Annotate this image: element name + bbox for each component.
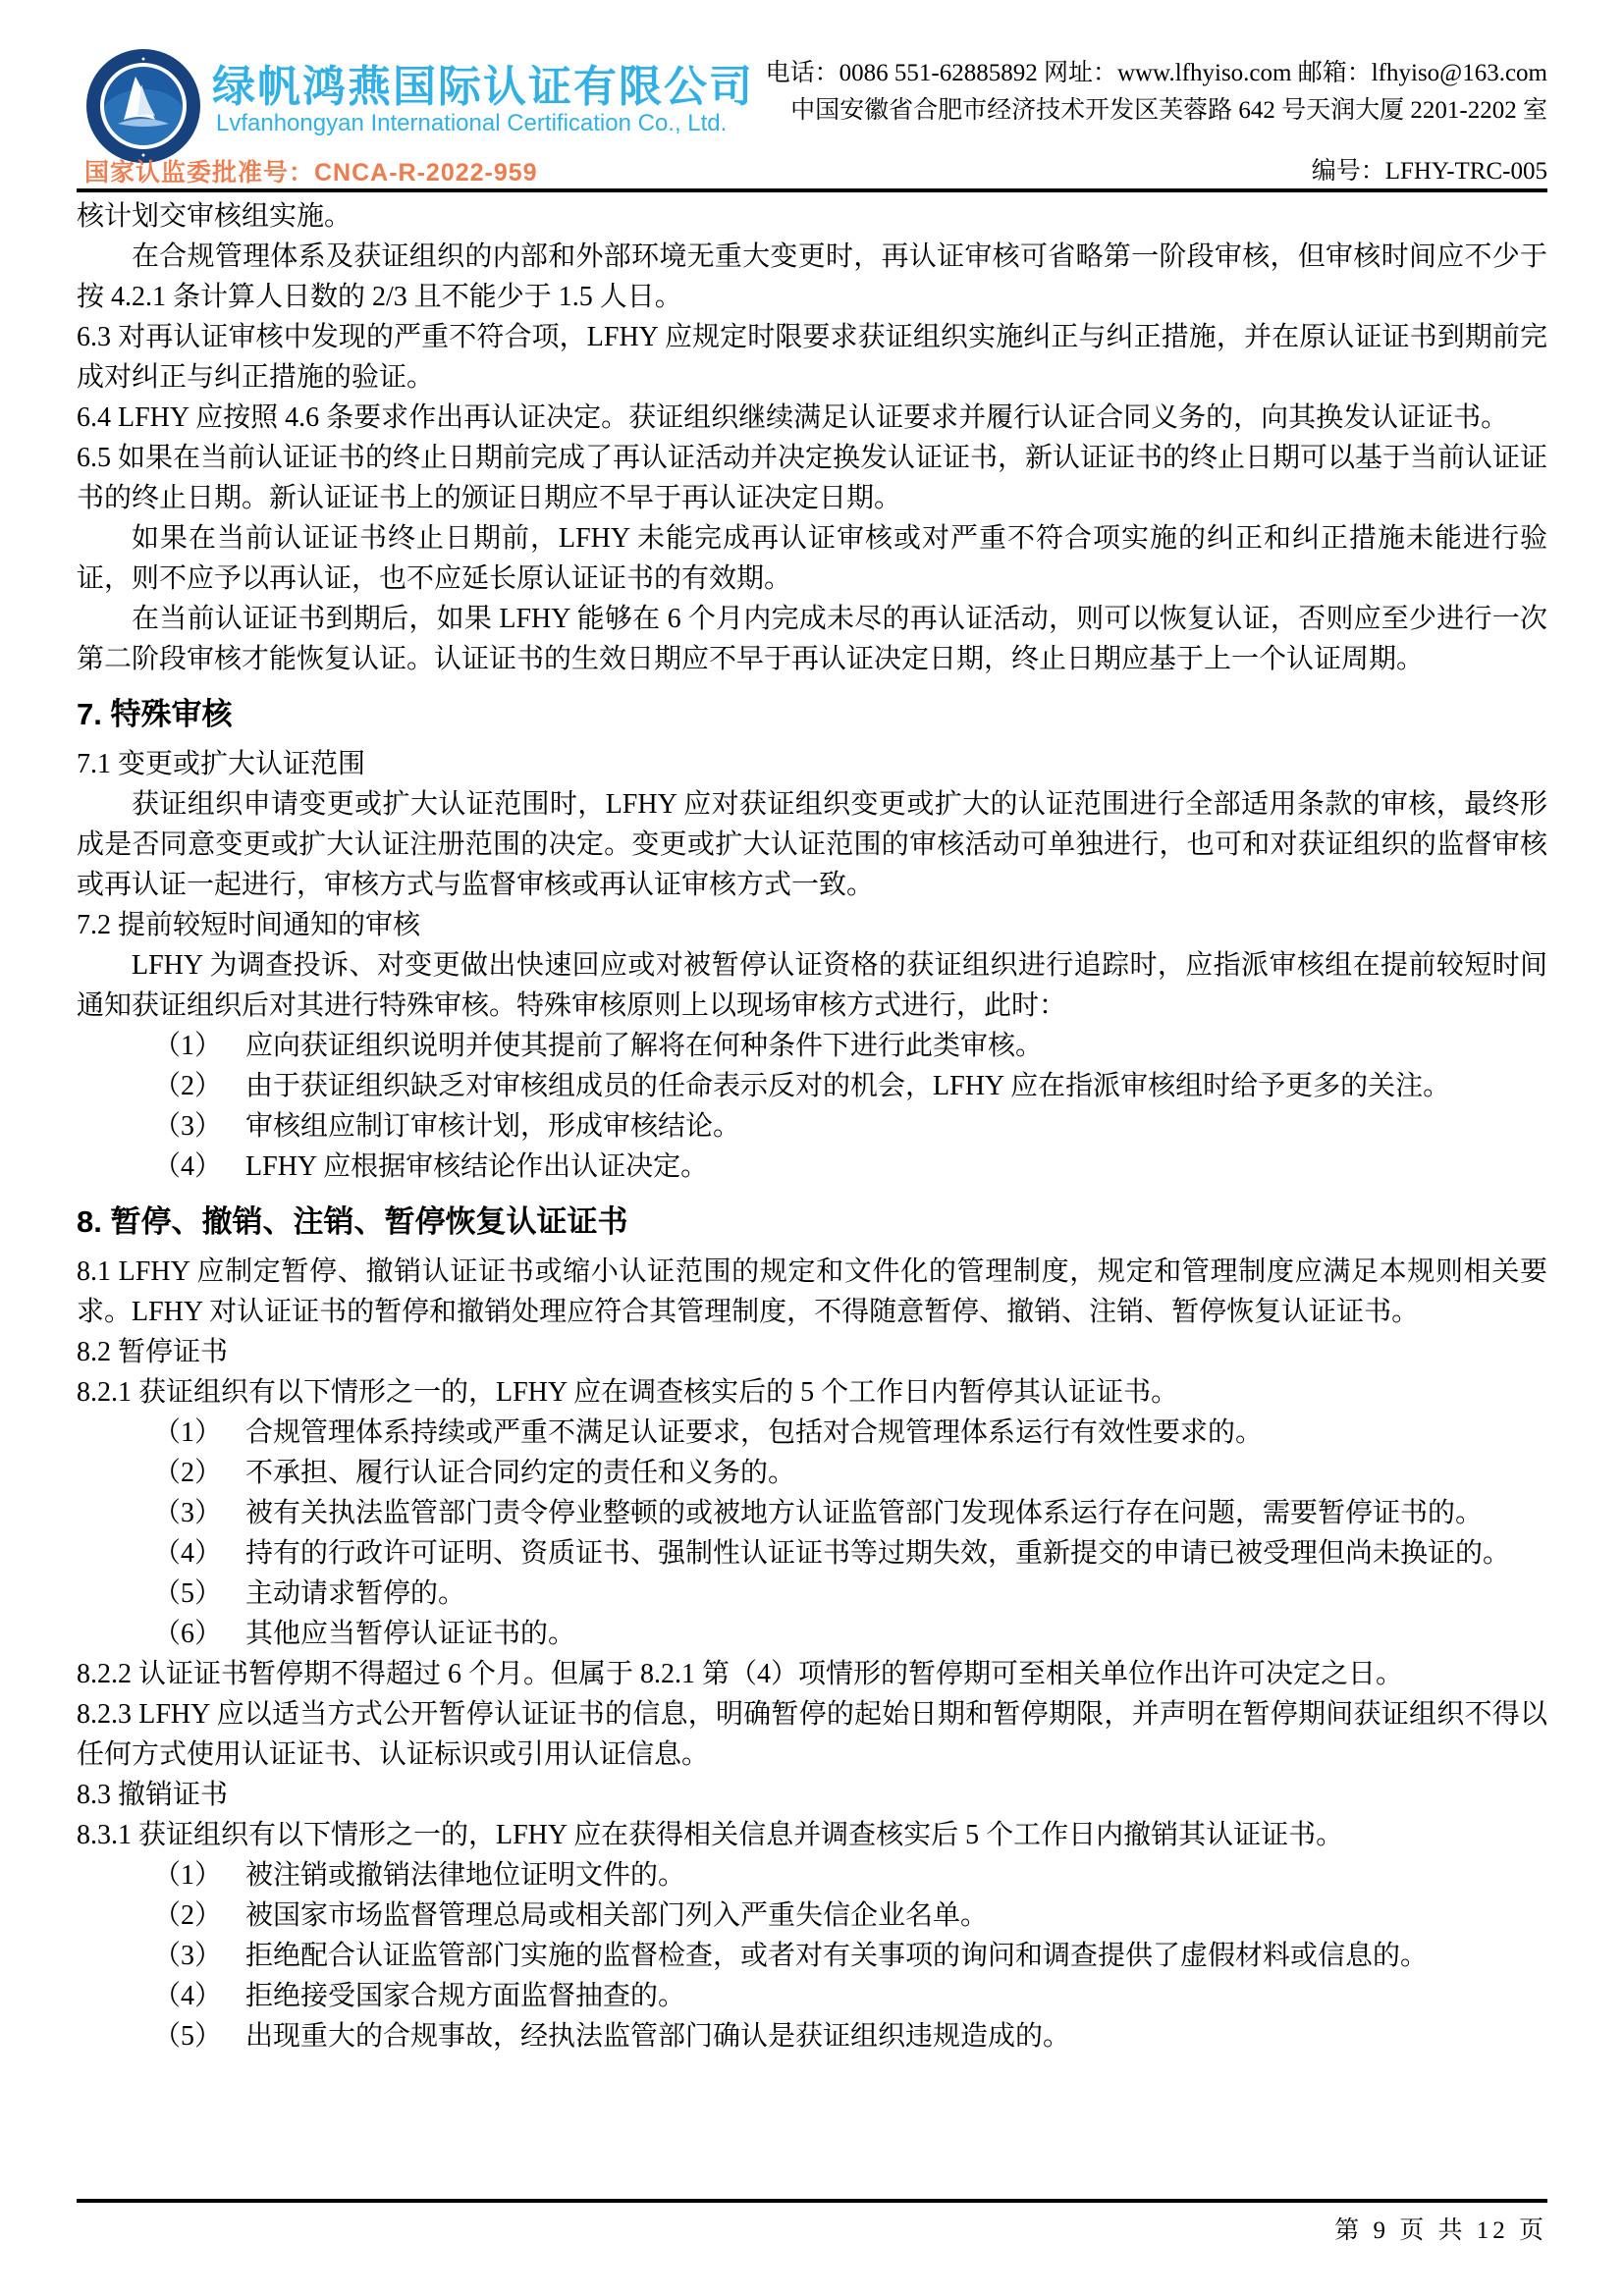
section-heading: 7. 特殊审核 bbox=[77, 697, 233, 731]
document-body bbox=[77, 196, 1547, 2056]
list-item-text: 被注销或撤销法律地位证明文件的。 bbox=[245, 1860, 686, 1891]
list-item-text: 合规管理体系持续或严重不满足认证要求，包括对合规管理体系运行有效性要求的。 bbox=[245, 1417, 1264, 1448]
list-item bbox=[77, 1106, 1547, 1147]
list-item bbox=[77, 1026, 1547, 1066]
list-item-number: （5） bbox=[153, 1578, 223, 1609]
paragraph: 6.5 如果在当前认证证书的终止日期前完成了再认证活动并决定换发认证证书，新认证证书的终止日期可以基于当前认证证书的终止日期。新认证证书上的颁证日期应不早于再认证决定日期。 bbox=[77, 443, 1548, 513]
paragraph: 8.2.2 认证证书暂停期不得超过 6 个月。但属于 8.2.1 第（4）项情形的暂停期可至相关单位作出许可决定之日。 bbox=[77, 1659, 1404, 1689]
list-item-text: 出现重大的合规事故，经执法监管部门确认是获证组织违规造成的。 bbox=[245, 2021, 1071, 2052]
paragraph: 7.2 提前较短时间通知的审核 bbox=[77, 910, 421, 940]
paragraph: 获证组织申请变更或扩大认证范围时，LFHY 应对获证组织变更或扩大的认证范围进行全部适用条款的审核，最终形成是否同意变更或扩大认证注册范围的决定。变更或扩大认证范围的审核活动可单独进行，也可和对获证组织的监督审核或再认证一起进行，审核方式与监督审核或再认证审核方式一致。 bbox=[77, 789, 1547, 900]
list-item-text: 持有的行政许可证明、资质证书、强制性认证证书等过期失效，重新提交的申请已被受理但尚未换证的。 bbox=[245, 1538, 1511, 1569]
list-item-text: LFHY 应根据审核结论作出认证决定。 bbox=[245, 1151, 709, 1182]
list-item-text: 由于获证组织缺乏对审核组成员的任命表示反对的机会，LFHY 应在指派审核组时给予更多的关注。 bbox=[245, 1071, 1451, 1101]
paragraph: 在当前认证证书到期后，如果 LFHY 能够在 6 个月内完成未尽的再认证活动，则可以恢复认证，否则应至少进行一次第二阶段审核才能恢复认证。认证证书的生效日期应不早于再认证决定日期，终止日期应基于上一个认证周期。 bbox=[77, 604, 1547, 674]
footer-divider bbox=[77, 2199, 1547, 2203]
approval-number: 国家认监委批准号：CNCA-R-2022-959 bbox=[84, 159, 538, 187]
list-item-number: （2） bbox=[153, 1900, 223, 1931]
list-item bbox=[77, 1614, 1547, 1654]
paragraph: 8.2.1 获证组织有以下情形之一的，LFHY 应在调查核实后的 5 个工作日内暂停其认证证书。 bbox=[77, 1377, 1179, 1408]
list-item-number: （1） bbox=[153, 1417, 223, 1448]
list-item bbox=[77, 1453, 1547, 1493]
list-item-number: （1） bbox=[153, 1031, 223, 1061]
list-item-number: （3） bbox=[153, 1941, 223, 1971]
list-item-number: （2） bbox=[153, 1458, 223, 1488]
list-item-number: （1） bbox=[153, 1860, 223, 1891]
svg-text:●: ● bbox=[140, 56, 146, 63]
header-contact-block bbox=[766, 55, 1547, 190]
paragraph: 8.1 LFHY 应制定暂停、撤销认证证书或缩小认证范围的规定和文件化的管理制度，规定和管理制度应满足本规则相关要求。LFHY 对认证证书的暂停和撤销处理应符合其管理制度，不得随意暂停、撤销、注销、暂停恢复认证证书。 bbox=[77, 1256, 1547, 1327]
list-item-number: （4） bbox=[153, 1538, 223, 1569]
list-item-text: 拒绝接受国家合规方面监督抽查的。 bbox=[245, 1981, 686, 2011]
document-number: 编号：LFHY-TRC-005 bbox=[1311, 158, 1547, 185]
list-item-text: 被国家市场监督管理总局或相关部门列入严重失信企业名单。 bbox=[245, 1900, 989, 1931]
list-item-number: （5） bbox=[153, 2021, 223, 2052]
list-item-text: 其他应当暂停认证证书的。 bbox=[245, 1619, 576, 1649]
list-item-number: （6） bbox=[153, 1619, 223, 1649]
paragraph: 8.3 撤销证书 bbox=[77, 1780, 229, 1810]
list-item-number: （2） bbox=[153, 1071, 223, 1101]
list-item bbox=[77, 1574, 1547, 1614]
list-item bbox=[77, 1413, 1547, 1453]
paragraph: 如果在当前认证证书终止日期前，LFHY 未能完成再认证审核或对严重不符合项实施的纠正和纠正措施未能进行验证，则不应予以再认证，也不应延长原认证证书的有效期。 bbox=[77, 523, 1547, 594]
list-item-text: 审核组应制订审核计划，形成审核结论。 bbox=[245, 1111, 741, 1142]
list-item-text: 主动请求暂停的。 bbox=[245, 1578, 466, 1609]
paragraph: 核计划交审核组实施。 bbox=[77, 201, 352, 232]
list-item-text: 拒绝配合认证监管部门实施的监督检查，或者对有关事项的询问和调查提供了虚假材料或信息的。 bbox=[245, 1941, 1429, 1971]
list-item bbox=[77, 1896, 1547, 1936]
company-name-en: Lvfanhongyan International Certification Co., Ltd. bbox=[216, 110, 728, 136]
paragraph: 7.1 变更或扩大认证范围 bbox=[77, 749, 366, 779]
list-item bbox=[77, 1976, 1547, 2016]
company-logo-sailboat-badge-icon bbox=[84, 47, 202, 165]
list-item-number: （3） bbox=[153, 1111, 223, 1142]
paragraph: 在合规管理体系及获证组织的内部和外部环境无重大变更时，再认证审核可省略第一阶段审核，但审核时间应不少于按 4.2.1 条计算人日数的 2/3 且不能少于 1.5 人日。 bbox=[77, 241, 1547, 312]
list-item bbox=[77, 1855, 1547, 1896]
page-number: 第 9 页 共 12 页 bbox=[1334, 2217, 1547, 2244]
list-item-text: 应向获证组织说明并使其提前了解将在何种条件下进行此类审核。 bbox=[245, 1031, 1044, 1061]
company-name-cn: 绿帆鸿燕国际认证有限公司 bbox=[212, 63, 754, 111]
paragraph: 6.3 对再认证审核中发现的严重不符合项，LFHY 应规定时限要求获证组织实施纠正与纠正措施，并在原认证证书到期前完成对纠正与纠正措施的验证。 bbox=[77, 322, 1547, 393]
list-item bbox=[77, 2016, 1547, 2056]
paragraph: LFHY 为调查投诉、对变更做出快速回应或对被暂停认证资格的获证组织进行追踪时，应指派审核组在提前较短时间通知获证组织后对其进行特殊审核。特殊审核原则上以现场审核方式进行，此时： bbox=[77, 950, 1547, 1021]
svg-text:●: ● bbox=[140, 152, 146, 159]
list-item bbox=[77, 1936, 1547, 1976]
contact-line-phone-web-email: 电话：0086 551-62885892 网址：www.lfhyiso.com 邮箱：lfhyiso@163.com bbox=[765, 60, 1547, 86]
list-item bbox=[77, 1147, 1547, 1187]
paragraph: 8.2.3 LFHY 应以适当方式公开暂停认证证书的信息，明确暂停的起始日期和暂停期限，并声明在暂停期间获证组织不得以任何方式使用认证证书、认证标识或引用认证信息。 bbox=[77, 1699, 1547, 1770]
list-item-number: （4） bbox=[153, 1981, 223, 2011]
section-heading: 8. 暂停、撤销、注销、暂停恢复认证证书 bbox=[77, 1204, 628, 1239]
list-item bbox=[77, 1493, 1547, 1533]
paragraph: 6.4 LFHY 应按照 4.6 条要求作出再认证决定。获证组织继续满足认证要求并履行认证合同义务的，向其换发认证证书。 bbox=[77, 402, 1509, 433]
list-item-number: （4） bbox=[153, 1151, 223, 1182]
contact-line-address: 中国安徽省合肥市经济技术开发区芙蓉路 642 号天润大厦 2201-2202 室 bbox=[790, 97, 1547, 124]
list-item bbox=[77, 1533, 1547, 1574]
list-item bbox=[77, 1066, 1547, 1106]
page-header bbox=[0, 0, 1624, 192]
list-item-text: 不承担、履行认证合同约定的责任和义务的。 bbox=[245, 1458, 796, 1488]
header-divider bbox=[77, 188, 1547, 192]
paragraph: 8.3.1 获证组织有以下情形之一的，LFHY 应在获得相关信息并调查核实后 5 个工作日内撤销其认证证书。 bbox=[77, 1820, 1344, 1850]
paragraph: 8.2 暂停证书 bbox=[77, 1337, 229, 1367]
list-item-number: （3） bbox=[153, 1498, 223, 1528]
list-item-text: 被有关执法监管部门责令停业整顿的或被地方认证监管部门发现体系运行存在问题，需要暂停证书的。 bbox=[245, 1498, 1484, 1528]
